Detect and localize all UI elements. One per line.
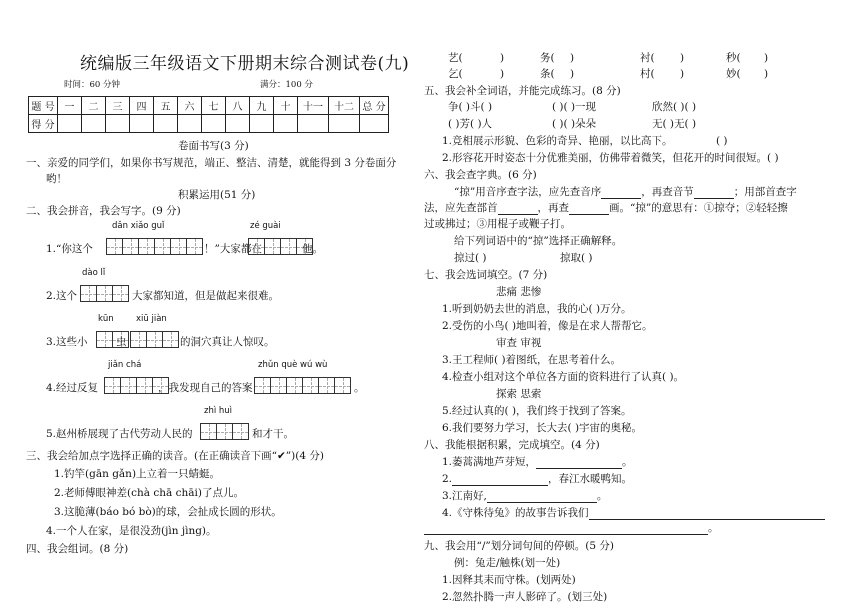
fill-item-text: 和才干。 bbox=[252, 428, 294, 440]
question-5-heading: 五、我会补全词语，并能完成练习。(8 分) bbox=[424, 85, 621, 97]
question-6-heading: 六、我会查字典。(6 分) bbox=[424, 169, 537, 181]
score-cell[interactable] bbox=[58, 115, 82, 133]
idiom-blank: ( )( )朵朵 bbox=[552, 118, 597, 130]
pause-item: 1.因释其耒而守株。(划两处) bbox=[442, 574, 576, 586]
word-choice-pair: 悲痛 悲惨 bbox=[496, 286, 542, 298]
answer-line[interactable] bbox=[694, 198, 734, 199]
fill-item-text: 4.经过反复 bbox=[46, 382, 99, 394]
question-7-heading: 七、我会选词填空。(7 分) bbox=[424, 269, 548, 281]
question-3-item: 1.钓竿(gān gǎn)上立着一只蜻蜓。 bbox=[54, 468, 221, 480]
fill-item-text: ！”大家都在 bbox=[204, 243, 262, 255]
character-writing-boxes[interactable] bbox=[254, 377, 350, 394]
score-cell[interactable] bbox=[106, 115, 130, 133]
dictionary-choice: 掠取( ) bbox=[560, 252, 593, 264]
word-group-char: 秒( bbox=[726, 52, 741, 64]
poem-fill bbox=[442, 490, 607, 503]
answer-paren: ( ) bbox=[716, 135, 728, 147]
fill-sentence: 5.经过认真的( )，我们终于找到了答案。 bbox=[442, 405, 632, 417]
score-cell[interactable] bbox=[298, 115, 329, 133]
dictionary-text: 给下列词语中的“掠”选择正确解释。 bbox=[454, 235, 623, 247]
fill-sentence: 4.检查小组对这个单位各方面的资料进行了认真( )。 bbox=[442, 371, 685, 383]
question-8-heading: 八、我能根据积累，完成填空。(4 分) bbox=[424, 439, 600, 451]
fill-item-text: 3.这些小 bbox=[46, 336, 88, 348]
word-group-close: ) bbox=[500, 68, 505, 80]
pinyin-prompt: kūn bbox=[98, 314, 114, 324]
exam-title: 统编版三年级语文下册期末综合测试卷(九) bbox=[80, 54, 410, 74]
fill-item-text: 5.赵州桥展现了古代劳动人民的 bbox=[46, 428, 193, 440]
pinyin-prompt: dǎn xiǎo guǐ bbox=[112, 221, 165, 231]
word-group-char: 衬( bbox=[640, 52, 655, 64]
score-cell[interactable] bbox=[178, 115, 202, 133]
word-group-close: ) bbox=[570, 52, 575, 64]
score-header-cell: 五 bbox=[154, 97, 178, 115]
handwriting-score-heading: 卷面书写(3 分) bbox=[178, 140, 249, 152]
pinyin-prompt: xiū jiàn bbox=[136, 314, 167, 324]
word-group-close: ) bbox=[680, 68, 685, 80]
word-group-char: 妙( bbox=[726, 68, 741, 80]
score-header-cell: 一 bbox=[58, 97, 82, 115]
answer-line[interactable] bbox=[487, 502, 597, 503]
fill-sentence: 1.听到奶奶去世的消息，我的心( )万分。 bbox=[442, 303, 632, 315]
score-cell[interactable] bbox=[274, 115, 298, 133]
question-3-item: 2.老师傅眼神差(chà chā chāi)了点儿。 bbox=[54, 487, 244, 499]
pinyin-prompt: zé guài bbox=[250, 221, 281, 231]
score-header-cell: 二 bbox=[82, 97, 106, 115]
question-4-heading: 四、我会组词。(8 分) bbox=[26, 543, 129, 555]
score-cell[interactable] bbox=[82, 115, 106, 133]
poem-text: 4.《守株待兔》的故事告诉我们 bbox=[442, 507, 589, 519]
fill-item-text: 1.“你这个 bbox=[46, 243, 93, 255]
question-1-text-cont: 哟！ bbox=[46, 173, 67, 185]
poem-text: 1.萎蒿满地芦芽短， bbox=[442, 456, 537, 468]
idiom-blank: 争( )斗( ) bbox=[448, 101, 493, 113]
dictionary-text-part: 法，应先查部首 bbox=[424, 202, 498, 214]
fill-item-text: 虫 bbox=[116, 336, 127, 348]
answer-line[interactable] bbox=[424, 534, 708, 535]
fill-sentence: 2.受伤的小鸟( )地叫着，像是在求人帮帮它。 bbox=[442, 320, 653, 332]
score-header-cell: 四 bbox=[130, 97, 154, 115]
word-choice-pair: 探索 思索 bbox=[496, 388, 542, 400]
idiom-blank: ( )( )一现 bbox=[552, 101, 597, 113]
answer-line[interactable] bbox=[498, 214, 538, 215]
pinyin-prompt: zhǔn què wú wù bbox=[258, 360, 328, 370]
poem-fill bbox=[442, 456, 633, 469]
score-header-cell: 三 bbox=[106, 97, 130, 115]
word-group-char: 务( bbox=[540, 52, 555, 64]
word-group-char: 条( bbox=[540, 68, 555, 80]
fill-item-text: ，我发现自己的答案 bbox=[158, 382, 253, 394]
question-3-item: 4.一个人在家，是很没劲(jìn jìng)。 bbox=[46, 525, 217, 537]
fill-item-text: 。 bbox=[354, 382, 365, 394]
poem-text: 。 bbox=[596, 490, 608, 502]
idiom-definition: 1.竞相展示形貌、色彩的奇异、艳丽，以比高下。 bbox=[442, 135, 673, 147]
character-writing-boxes[interactable] bbox=[106, 238, 202, 255]
dictionary-choice: 掠过( ) bbox=[454, 252, 487, 264]
word-group-char: 艺( bbox=[448, 52, 463, 64]
score-table-score-row bbox=[29, 115, 389, 133]
poem-text: 2. bbox=[442, 473, 453, 485]
poem-text: ，春江水暖鸭知。 bbox=[548, 473, 633, 485]
pause-example: 例：兔走/触株(划一处) bbox=[454, 557, 561, 569]
fill-item-text: 他。 bbox=[302, 243, 323, 255]
word-group-close: ) bbox=[764, 68, 769, 80]
word-group-char: 乞( bbox=[448, 68, 463, 80]
poem-fill bbox=[442, 473, 632, 486]
answer-line[interactable] bbox=[589, 519, 825, 520]
score-cell[interactable] bbox=[250, 115, 274, 133]
score-header-cell: 题 号 bbox=[29, 97, 58, 115]
dictionary-text-part: “掠”用音序查字法，应先查音序 bbox=[454, 186, 602, 198]
idiom-definition: 2.形容花开时姿态十分优雅美丽，仿佛带着微笑，但花开的时间很短。( ) bbox=[442, 152, 779, 164]
full-score: 满分：100 分 bbox=[260, 80, 313, 90]
section-heading-accumulation: 积累运用(51 分) bbox=[178, 189, 256, 201]
word-group-close: ) bbox=[570, 68, 575, 80]
score-header-cell: 十一 bbox=[298, 97, 329, 115]
score-header-cell: 十二 bbox=[329, 97, 360, 115]
score-cell[interactable] bbox=[360, 115, 389, 133]
poem-text: 。 bbox=[708, 522, 719, 534]
pinyin-prompt: jiǎn chá bbox=[108, 360, 142, 370]
score-table bbox=[28, 96, 389, 133]
pinyin-prompt: dào lǐ bbox=[82, 268, 106, 278]
score-header-cell: 六 bbox=[178, 97, 202, 115]
dictionary-text-part: 画。“掠”的意思有：①掠夺；②轻轻擦 bbox=[609, 202, 788, 214]
score-row-label: 得 分 bbox=[29, 115, 58, 133]
word-choice-pair: 审查 审视 bbox=[496, 337, 542, 349]
fill-sentence: 3.王工程师( )着图纸，在思考着什么。 bbox=[442, 354, 622, 366]
question-9-heading: 九、我会用“/”划分词句间的停顿。(5 分) bbox=[424, 540, 614, 552]
poem-fill bbox=[442, 507, 825, 520]
answer-line[interactable] bbox=[601, 198, 641, 199]
dictionary-text: 过或拂过；③用棍子或鞭子打。 bbox=[424, 218, 571, 230]
score-header-cell: 总 分 bbox=[360, 97, 389, 115]
fill-item-text: 大家都知道，但是做起来很难。 bbox=[132, 290, 279, 302]
answer-line[interactable] bbox=[452, 485, 548, 486]
score-cell[interactable] bbox=[202, 115, 226, 133]
poem-text: 3.江南好, bbox=[442, 490, 487, 502]
dictionary-text bbox=[424, 202, 788, 215]
pinyin-prompt: zhì huì bbox=[204, 406, 233, 416]
word-group-char: 村( bbox=[640, 68, 655, 80]
poem-fill-cont bbox=[424, 522, 719, 535]
score-table-header-row bbox=[29, 97, 389, 115]
score-cell[interactable] bbox=[130, 115, 154, 133]
poem-text: 。 bbox=[622, 456, 633, 468]
score-header-cell: 七 bbox=[202, 97, 226, 115]
pause-item: 2.忽然扑腾一声人影碎了。(划三处) bbox=[442, 591, 608, 603]
question-1-text: 一、亲爱的同学们，如果你书写规范，端正、整洁、清楚，就能得到 3 分卷面分 bbox=[26, 157, 397, 169]
idiom-blank: 欣然( )( ) bbox=[652, 101, 697, 113]
character-writing-boxes[interactable] bbox=[130, 331, 178, 348]
word-group-close: ) bbox=[764, 52, 769, 64]
score-header-cell: 九 bbox=[250, 97, 274, 115]
question-3-item: 3.这脆薄(báo bó bò)的球，会扯成长圆的形状。 bbox=[54, 506, 282, 518]
dictionary-text-part: ，再查 bbox=[537, 202, 569, 214]
dictionary-text bbox=[454, 186, 797, 199]
dictionary-text-part: ，再查音节 bbox=[641, 186, 694, 198]
word-group-close: ) bbox=[500, 52, 505, 64]
word-group-close: ) bbox=[680, 52, 685, 64]
score-cell[interactable] bbox=[329, 115, 360, 133]
fill-item-text: 2.这个 bbox=[46, 290, 78, 302]
fill-item-text: 的洞穴真让人惊叹。 bbox=[180, 336, 275, 348]
idiom-blank: 无( )无( ) bbox=[652, 118, 697, 130]
score-cell[interactable] bbox=[226, 115, 250, 133]
question-3-heading: 三、我会给加点字选择正确的读音。(在正确读音下画“✔”)(4 分) bbox=[26, 450, 324, 462]
question-2-heading: 二、我会拼音，我会写字。(9 分) bbox=[26, 205, 181, 217]
time-limit: 时间：60 分钟 bbox=[64, 80, 121, 90]
dictionary-text-part: ；用部首查字 bbox=[733, 186, 797, 198]
answer-line[interactable] bbox=[569, 214, 609, 215]
fill-sentence: 6.我们要努力学习，长大去( )宇宙的奥秘。 bbox=[442, 422, 643, 434]
character-writing-boxes[interactable] bbox=[80, 285, 128, 302]
score-header-cell: 十 bbox=[274, 97, 298, 115]
answer-line[interactable] bbox=[536, 468, 622, 469]
score-header-cell: 八 bbox=[226, 97, 250, 115]
idiom-blank: ( )芳( )人 bbox=[448, 118, 493, 130]
score-cell[interactable] bbox=[154, 115, 178, 133]
character-writing-boxes[interactable] bbox=[200, 423, 248, 440]
